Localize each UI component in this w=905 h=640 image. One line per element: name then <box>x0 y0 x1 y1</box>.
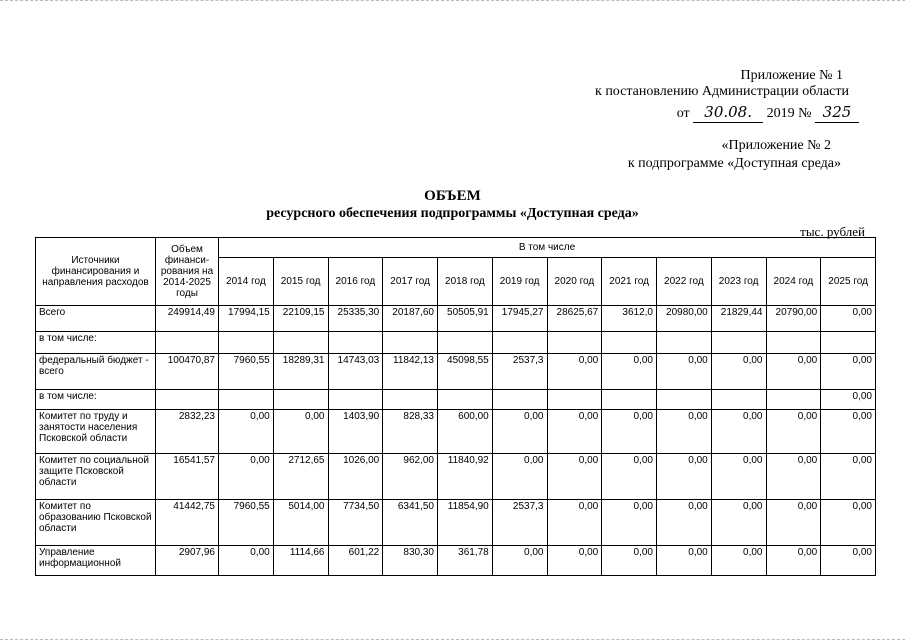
row-label: федеральный бюджет - всего <box>36 354 156 390</box>
table-cell: 7734,50 <box>328 500 383 546</box>
table-cell <box>602 390 657 410</box>
header-year: 2022 год <box>657 258 712 306</box>
table-cell: 20187,60 <box>383 306 438 332</box>
units-label: тыс. рублей <box>800 224 865 239</box>
table-cell: 0,00 <box>492 410 547 454</box>
decree-reference: к постановлению Администрации области <box>595 84 849 99</box>
table-cell: 5014,00 <box>273 500 328 546</box>
table-cell: 11854,90 <box>438 500 493 546</box>
table-cell: 0,00 <box>821 546 876 576</box>
table-cell <box>273 332 328 354</box>
table-cell: 0,00 <box>766 354 821 390</box>
table-cell: 28625,67 <box>547 306 602 332</box>
header-year: 2016 год <box>328 258 383 306</box>
table-cell: 6341,50 <box>383 500 438 546</box>
table-cell: 2537,3 <box>492 500 547 546</box>
table-cell: 830,30 <box>383 546 438 576</box>
header-year: 2021 год <box>602 258 657 306</box>
funding-table <box>35 237 876 576</box>
header-total: Объем финанси-рования на 2014-2025 годы <box>156 238 219 306</box>
table-cell: 14743,03 <box>328 354 383 390</box>
row-total: 2907,96 <box>156 546 219 576</box>
year-number-label: 2019 № <box>766 106 812 121</box>
header-year: 2020 год <box>547 258 602 306</box>
table-cell: 1114,66 <box>273 546 328 576</box>
header-year: 2024 год <box>766 258 821 306</box>
table-cell: 828,33 <box>383 410 438 454</box>
header-year: 2014 год <box>219 258 274 306</box>
table-cell: 0,00 <box>492 454 547 500</box>
handwritten-date: 30.08. <box>693 103 763 123</box>
table-cell: 0,00 <box>219 546 274 576</box>
table-cell: 2537,3 <box>492 354 547 390</box>
row-label: Всего <box>36 306 156 332</box>
table-cell: 0,00 <box>657 354 712 390</box>
row-label: Управление информационной <box>36 546 156 576</box>
document-subtitle: ресурсного обеспечения подпрограммы «Доступная среда» <box>266 206 639 221</box>
table-cell: 600,00 <box>438 410 493 454</box>
table-cell: 11842,13 <box>383 354 438 390</box>
table-cell: 0,00 <box>711 354 766 390</box>
table-cell: 962,00 <box>383 454 438 500</box>
table-cell <box>547 332 602 354</box>
table-cell: 45098,55 <box>438 354 493 390</box>
table-cell <box>766 390 821 410</box>
row-total: 100470,87 <box>156 354 219 390</box>
table-cell: 0,00 <box>602 500 657 546</box>
table-cell <box>438 390 493 410</box>
table-cell: 25335,30 <box>328 306 383 332</box>
table-cell: 17945,27 <box>492 306 547 332</box>
table-cell: 0,00 <box>602 410 657 454</box>
table-cell: 0,00 <box>547 354 602 390</box>
row-label: в том числе: <box>36 332 156 354</box>
row-total: 16541,57 <box>156 454 219 500</box>
table-cell: 0,00 <box>821 410 876 454</box>
table-row <box>36 354 876 390</box>
table-cell: 0,00 <box>766 454 821 500</box>
header-year: 2018 год <box>438 258 493 306</box>
handwritten-number: 325 <box>815 103 859 123</box>
table-cell: 0,00 <box>219 454 274 500</box>
table-cell: 0,00 <box>766 500 821 546</box>
row-label: Комитет по образованию Псковской области <box>36 500 156 546</box>
table-cell: 0,00 <box>547 500 602 546</box>
row-total: 249914,49 <box>156 306 219 332</box>
header-year: 2019 год <box>492 258 547 306</box>
appendix-number: Приложение № 1 <box>740 68 843 83</box>
table-cell: 361,78 <box>438 546 493 576</box>
table-cell: 11840,92 <box>438 454 493 500</box>
table-cell <box>219 332 274 354</box>
table-cell <box>328 332 383 354</box>
table-cell <box>273 390 328 410</box>
table-cell: 0,00 <box>657 410 712 454</box>
row-total <box>156 332 219 354</box>
table-cell: 7960,55 <box>219 354 274 390</box>
table-row <box>36 410 876 454</box>
table-cell: 20980,00 <box>657 306 712 332</box>
table-cell: 0,00 <box>766 410 821 454</box>
table-cell: 21829,44 <box>711 306 766 332</box>
table-cell: 0,00 <box>657 454 712 500</box>
table-row <box>36 306 876 332</box>
table-cell: 0,00 <box>602 546 657 576</box>
table-cell: 0,00 <box>657 500 712 546</box>
table-row <box>36 454 876 500</box>
row-total <box>156 390 219 410</box>
table-cell: 1026,00 <box>328 454 383 500</box>
table-cell: 0,00 <box>547 454 602 500</box>
table-cell <box>547 390 602 410</box>
header-year: 2023 год <box>711 258 766 306</box>
table-cell: 0,00 <box>711 546 766 576</box>
table-cell: 0,00 <box>821 306 876 332</box>
table-cell: 0,00 <box>547 410 602 454</box>
table-cell <box>492 390 547 410</box>
appendix-2: «Приложение № 2 <box>721 138 831 153</box>
header-including: В том числе <box>219 238 876 258</box>
table-cell: 0,00 <box>821 500 876 546</box>
document-title: ОБЪЕМ <box>424 188 481 204</box>
top-scan-edge <box>0 0 905 5</box>
table-cell: 0,00 <box>657 546 712 576</box>
decree-date-line <box>677 103 859 123</box>
header-year: 2015 год <box>273 258 328 306</box>
table-cell <box>383 332 438 354</box>
table-cell: 0,00 <box>711 500 766 546</box>
table-cell: 0,00 <box>821 354 876 390</box>
table-cell: 0,00 <box>711 454 766 500</box>
row-total: 41442,75 <box>156 500 219 546</box>
table-cell: 0,00 <box>766 546 821 576</box>
table-cell <box>383 390 438 410</box>
table-row <box>36 332 876 354</box>
table-cell: 50505,91 <box>438 306 493 332</box>
table-cell <box>438 332 493 354</box>
table-cell <box>492 332 547 354</box>
table-cell <box>657 390 712 410</box>
table-cell: 0,00 <box>602 454 657 500</box>
table-cell <box>821 332 876 354</box>
table-row <box>36 390 876 410</box>
table-cell: 0,00 <box>602 354 657 390</box>
table-cell: 17994,15 <box>219 306 274 332</box>
table-cell: 0,00 <box>492 546 547 576</box>
table-cell <box>219 390 274 410</box>
row-total: 2832,23 <box>156 410 219 454</box>
table-cell <box>766 332 821 354</box>
table-cell: 0,00 <box>273 410 328 454</box>
header-year: 2025 год <box>821 258 876 306</box>
subprogram-reference: к подпрограмме «Доступная среда» <box>627 156 841 171</box>
table-cell: 0,00 <box>219 410 274 454</box>
table-row <box>36 500 876 546</box>
table-cell: 0,00 <box>711 410 766 454</box>
table-cell: 20790,00 <box>766 306 821 332</box>
header-year: 2017 год <box>383 258 438 306</box>
row-label: Комитет по труду и занятости населения Псковской области <box>36 410 156 454</box>
table-cell <box>711 332 766 354</box>
table-row <box>36 546 876 576</box>
table-cell: 22109,15 <box>273 306 328 332</box>
row-label: Комитет по социальной защите Псковской области <box>36 454 156 500</box>
table-cell: 0,00 <box>547 546 602 576</box>
table-cell: 18289,31 <box>273 354 328 390</box>
table-cell <box>657 332 712 354</box>
table-cell: 2712,65 <box>273 454 328 500</box>
table-cell <box>328 390 383 410</box>
table-cell: 0,00 <box>821 390 876 410</box>
table-cell: 1403,90 <box>328 410 383 454</box>
table-cell <box>602 332 657 354</box>
table-cell: 601,22 <box>328 546 383 576</box>
header-source: Источники финансирования и направления расходов <box>36 238 156 306</box>
date-prefix: от <box>676 106 690 121</box>
table-cell: 7960,55 <box>219 500 274 546</box>
table-cell <box>711 390 766 410</box>
table-cell: 3612,0 <box>602 306 657 332</box>
table-cell: 0,00 <box>821 454 876 500</box>
bottom-scan-edge <box>0 635 905 640</box>
row-label: в том числе: <box>36 390 156 410</box>
